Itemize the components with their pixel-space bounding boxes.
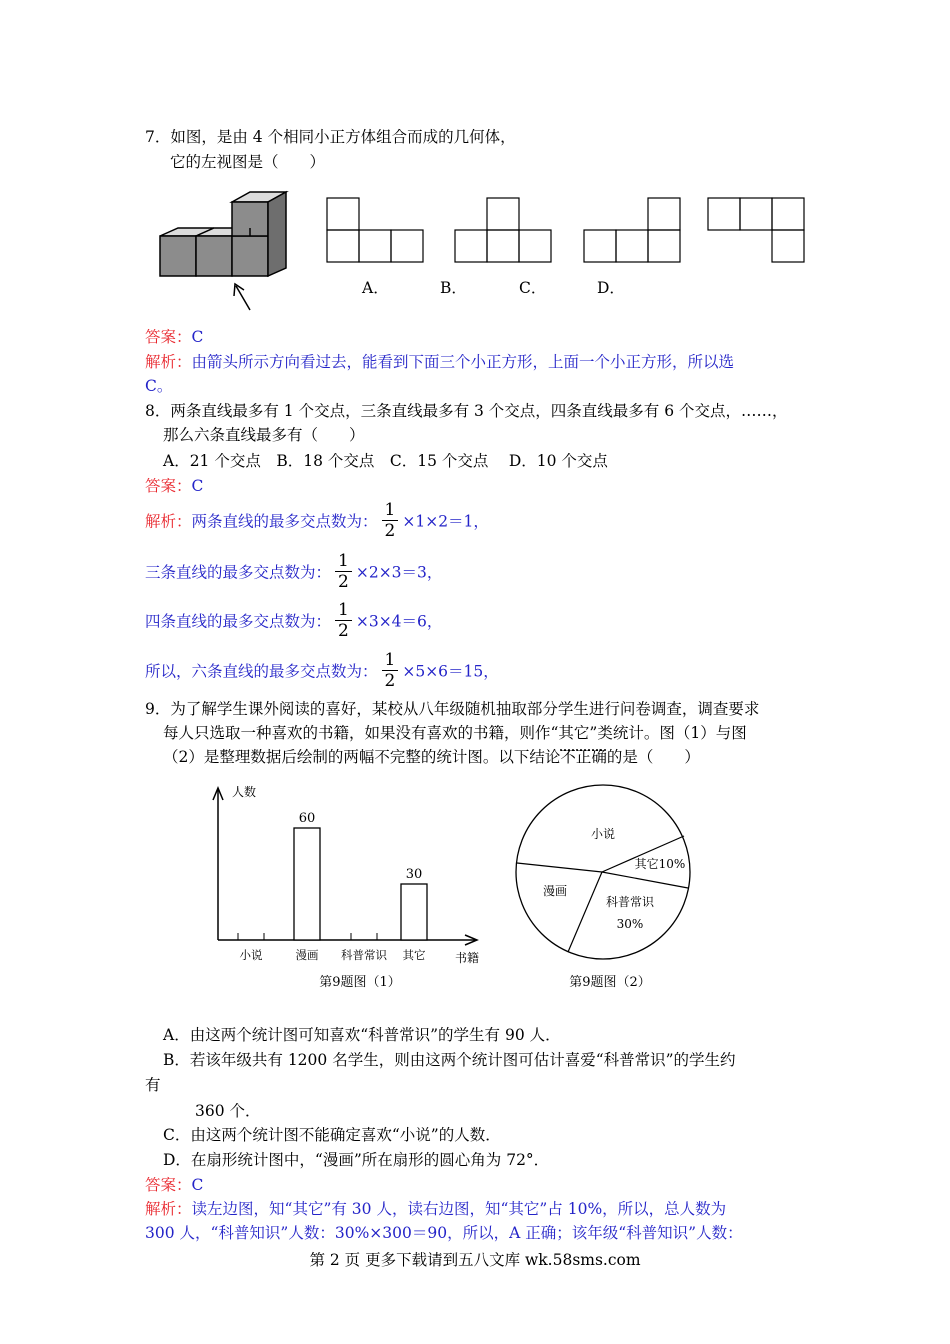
q9-option-a: A．由这两个统计图可知喜欢“科普常识”的学生有 90 人．	[163, 1026, 561, 1044]
fraction-numerator: 1	[382, 650, 399, 671]
q9-option-d: D．在扇形统计图中，“漫画”所在扇形的圆心角为 72°．	[163, 1151, 550, 1169]
q7-option-b-label: B．	[440, 279, 467, 297]
step-expression: ×5×6＝15，	[402, 662, 499, 681]
answer-label: 答案：	[145, 1176, 192, 1194]
step-prefix: 四条直线的最多交点数为：	[145, 612, 332, 631]
q8-options: A．21 个交点 B．18 个交点 C．15 个交点 D．10 个交点	[163, 452, 608, 470]
analysis-label: 解析：	[145, 512, 192, 531]
fraction-denominator: 2	[384, 671, 396, 691]
q8-step-1	[145, 500, 489, 541]
pie-chart-title: 第9题图（2）	[569, 975, 651, 990]
answer-label: 答案：	[145, 328, 192, 346]
bar-empty-小说	[238, 933, 264, 940]
fraction-numerator: 1	[335, 551, 352, 572]
bar-empty-科普常识	[351, 933, 377, 940]
fraction-denominator: 2	[384, 521, 396, 541]
analysis-text: 读左边图，知“其它”有 30 人，读右边图，知“其它”占 10%，所以，总人数为	[191, 1200, 727, 1218]
analysis-text: 由箭头所示方向看过去，能看到下面三个小正方形，上面一个小正方形，所以选	[191, 353, 735, 371]
q7-option-d-label: D．	[597, 279, 625, 297]
page-footer: 第 2 页 更多下载请到五八文库 wk.58sms.com	[309, 1251, 641, 1269]
pie-label: 其它10%	[634, 857, 686, 871]
q8-step-3	[145, 600, 442, 641]
q9-analysis-line2: 300 人，“科普知识”人数：30%×300＝90，所以，A 正确；该年级“科普知识”人数：	[145, 1224, 743, 1242]
q8-stem-line2: 那么六条直线最多有（ ）	[163, 426, 365, 444]
fraction	[335, 551, 352, 592]
q8-answer	[145, 475, 203, 497]
cube-assembly	[160, 192, 286, 276]
q7-stem-line1: 7．如图，是由 4 个相同小正方体组合而成的几何体，	[145, 128, 516, 146]
option-d-shape	[708, 198, 804, 262]
step-expression: ×2×3＝3，	[355, 563, 443, 582]
bar-chart-axes	[213, 788, 477, 945]
bar-其它	[401, 884, 427, 940]
x-tick-label: 科普常识	[341, 948, 387, 962]
q9-analysis	[145, 1198, 726, 1220]
q9-option-c: C．由这两个统计图不能确定喜欢“小说”的人数．	[163, 1126, 501, 1144]
answer-value: C	[191, 477, 204, 495]
pie-label: 科普常识	[605, 895, 655, 909]
step-prefix: 两条直线的最多交点数为：	[191, 512, 378, 531]
view-arrow	[234, 284, 250, 310]
stem-text: （2）是整理数据后绘制的两幅不完整的统计图。以下结论	[163, 748, 561, 766]
q7-option-c-label: C．	[519, 279, 547, 297]
x-axis-label: 书籍	[455, 951, 480, 965]
q7-analysis-line2: C。	[145, 377, 173, 395]
answer-value: C	[191, 1176, 204, 1194]
bar-chart-title: 第9题图（1）	[319, 975, 401, 990]
pie-label: 30%	[616, 917, 644, 931]
q7-option-a-label: A．	[362, 279, 389, 297]
pie-label: 小说	[590, 827, 616, 841]
bar-data-label: 30	[405, 867, 423, 882]
q8-step-2	[145, 551, 442, 592]
pie-chart	[510, 780, 700, 1000]
fraction	[335, 600, 352, 641]
answer-label: 答案：	[145, 477, 192, 495]
bar-漫画	[294, 828, 320, 940]
stem-text: 的是（ ）	[606, 748, 700, 766]
q9-answer	[145, 1174, 203, 1196]
step-expression: ×1×2＝1，	[402, 512, 489, 531]
option-a-shape	[327, 198, 423, 262]
step-prefix: 三条直线的最多交点数为：	[145, 563, 332, 582]
option-b-shape	[455, 198, 551, 262]
q7-analysis	[145, 351, 734, 373]
q7-figure	[140, 180, 840, 320]
x-tick-label: 漫画	[295, 948, 319, 962]
q9-option-b-line2: 有	[145, 1076, 161, 1094]
emphasis-text: 不正确	[560, 748, 607, 766]
q9-option-b-line1: B．若该年级共有 1200 名学生，则由这两个统计图可估计喜爱“科普常识”的学生约	[163, 1051, 736, 1069]
fraction-denominator: 2	[338, 621, 349, 641]
q9-option-b-line3: 360 个．	[195, 1102, 261, 1120]
q8-step-4	[145, 650, 499, 691]
fraction-numerator: 1	[382, 500, 399, 521]
x-tick-label: 小说	[239, 948, 263, 962]
fraction	[382, 500, 399, 541]
fraction-numerator: 1	[335, 600, 352, 621]
pie-label: 漫画	[542, 884, 568, 898]
fraction	[382, 650, 399, 691]
analysis-label: 解析：	[145, 353, 192, 371]
x-tick-label: 其它	[402, 948, 426, 962]
option-c-shape	[584, 198, 680, 262]
q7-answer	[145, 326, 203, 348]
bar-data-label: 60	[298, 811, 316, 826]
q9-stem-line3	[163, 746, 700, 768]
q9-stem-line1: 9．为了解学生课外阅读的喜好，某校从八年级随机抽取部分学生进行问卷调查，调查要求	[145, 700, 760, 718]
y-axis-label: 人数	[232, 785, 257, 799]
q9-stem-line2: 每人只选取一种喜欢的书籍，如果没有喜欢的书籍，则作“其它”类统计。图（1）与图	[163, 724, 747, 742]
q7-stem-line2: 它的左视图是（ ）	[170, 153, 326, 171]
step-expression: ×3×4＝6，	[355, 612, 443, 631]
analysis-label: 解析：	[145, 1200, 192, 1218]
step-prefix: 所以，六条直线的最多交点数为：	[145, 662, 378, 681]
answer-value: C	[191, 328, 204, 346]
fraction-denominator: 2	[338, 572, 349, 592]
q8-stem-line1: 8．两条直线最多有 1 个交点，三条直线最多有 3 个交点，四条直线最多有 6 个交点，……，	[145, 402, 788, 420]
bar-chart	[200, 780, 500, 990]
